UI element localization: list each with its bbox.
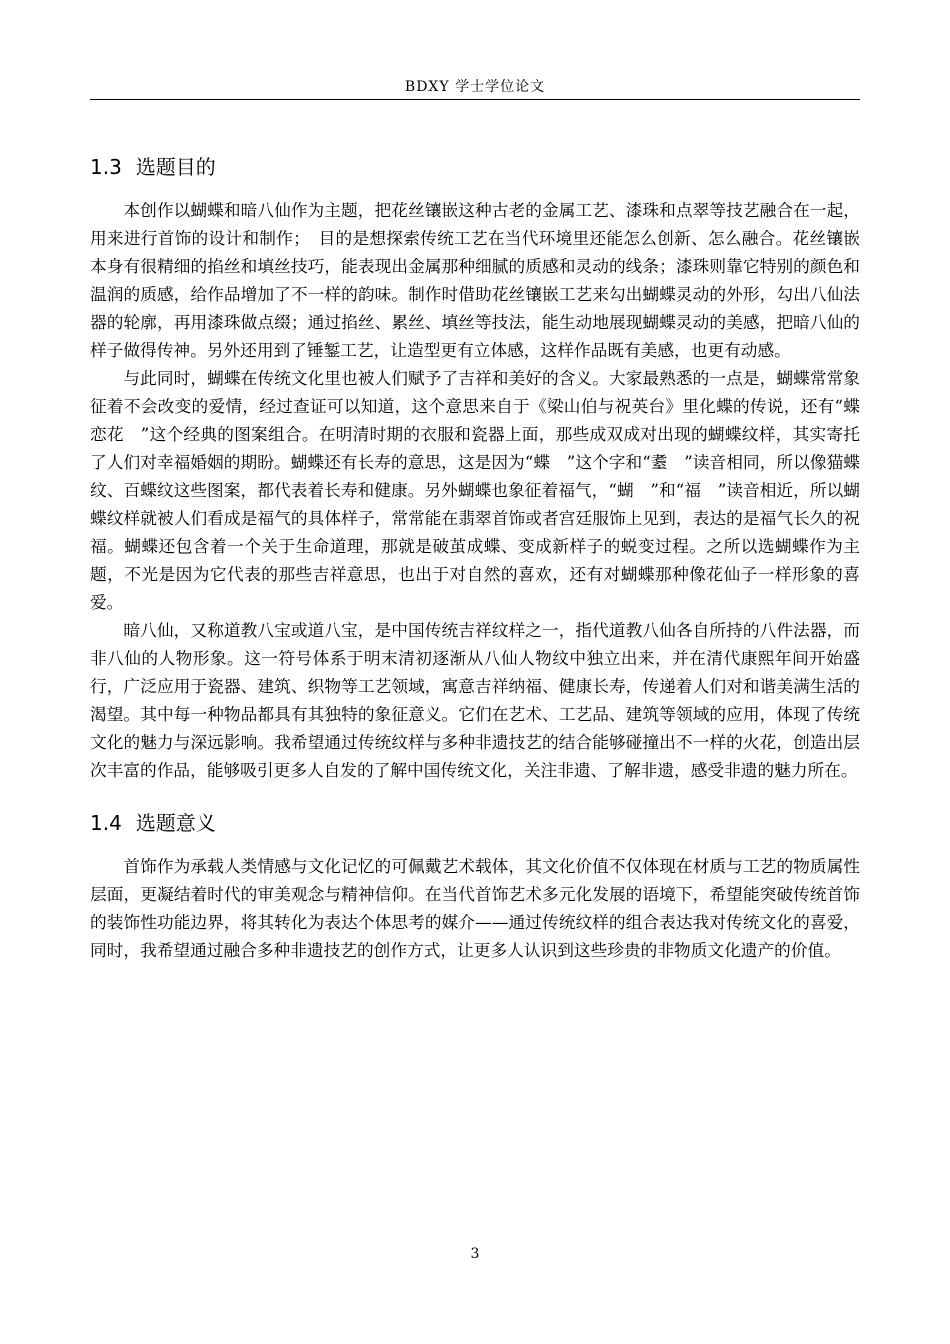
paragraph: 本创作以蝴蝶和暗八仙作为主题，把花丝镶嵌这种古老的金属工艺、漆珠和点翠等技艺融合在一起，用来进行首饰的设计和制作； 目的是想探索传统工艺在当代环境里还能怎么创新、怎么融合。花丝镶嵌本身有很精细的掐丝和填丝技巧，能表现出金属那种细腻的质感和灵动的线条；漆珠则靠它特别的颜色和温润的质感，给作品增加了不一样的韵味。制作时借助花丝镶嵌工艺来勾出蝴蝶灵动的外形，勾出八仙法器的轮廓，再用漆珠做点缀；通过掐丝、累丝、填丝等技法，能生动地展现蝴蝶灵动的美感，把暗八仙的样子做得传神。另外还用到了锤錾工艺，让造型更有立体感，这样作品既有美感，也更有动感。 [90,200,860,360]
section-heading-1-4 [90,806,860,840]
section-number: 1.4 [90,811,122,835]
page-number: 3 [470,1246,480,1262]
document-body [90,150,860,964]
section-heading-1-3 [90,150,860,184]
section-number: 1.3 [90,155,122,179]
paragraph: 首饰作为承载人类情感与文化记忆的可佩戴艺术载体，其文化价值不仅体现在材质与工艺的物质属性层面，更凝结着时代的审美观念与精神信仰。在当代首饰艺术多元化发展的语境下，希望能突破传统首饰的装饰性功能边界，将其转化为表达个体思考的媒介——通过传统纹样的组合表达我对传统文化的喜爱，同时，我希望通过融合多种非遗技艺的创作方式，让更多人认识到这些珍贵的非物质文化遗产的价值。 [90,856,860,960]
header-divider [90,99,860,100]
section-title: 选题目的 [135,155,216,179]
paragraph: 与此同时，蝴蝶在传统文化里也被人们赋予了吉祥和美好的含义。大家最熟悉的一点是，蝴蝶常常象征着不会改变的爱情，经过查证可以知道，这个意思来自于《梁山伯与祝英台》里化蝶的传说，还有“蝶恋花 ”这个经典的图案组合。在明清时期的衣服和瓷器上面，那些成双成对出现的蝴蝶纹样，其实寄托了人们对幸福婚姻的期盼。蝴蝶还有长寿的意思，这是因为“蝶 ”这个字和“耋 ”读音相同，所以像猫蝶纹、百蝶纹这些图案，都代表着长寿和健康。另外蝴蝶也象征着福气，“蝴 ”和“福 ”读音相近，所以蝴蝶纹样就被人们看成是福气的具体样子，常常能在翡翠首饰或者宫廷服饰上见到，表达的是福气长久的祝福。蝴蝶还包含着一个关于生命道理，那就是破茧成蝶、变成新样子的蜕变过程。之所以选蝴蝶作为主题，不光是因为它代表的那些吉祥意思，也出于对自然的喜欢，还有对蝴蝶那种像花仙子一样形象的喜爱。 [90,368,860,612]
section-title: 选题意义 [135,811,216,835]
page-header-title: BDXY 学士学位论文 [404,79,546,95]
paragraph: 暗八仙，又称道教八宝或道八宝，是中国传统吉祥纹样之一，指代道教八仙各自所持的八件法器，而非八仙的人物形象。这一符号体系于明末清初逐渐从八仙人物纹中独立出来，并在清代康熙年间开始盛行，广泛应用于瓷器、建筑、织物等工艺领域，寓意吉祥纳福、健康长寿，传递着人们对和谐美满生活的渴望。其中每一种物品都具有其独特的象征意义。它们在艺术、工艺品、建筑等领域的应用，体现了传统文化的魅力与深远影响。我希望通过传统纹样与多种非遗技艺的结合能够碰撞出不一样的火花，创造出层次丰富的作品，能够吸引更多人自发的了解中国传统文化，关注非遗、了解非遗，感受非遗的魅力所在。 [90,620,860,780]
section-spacer [90,784,860,806]
